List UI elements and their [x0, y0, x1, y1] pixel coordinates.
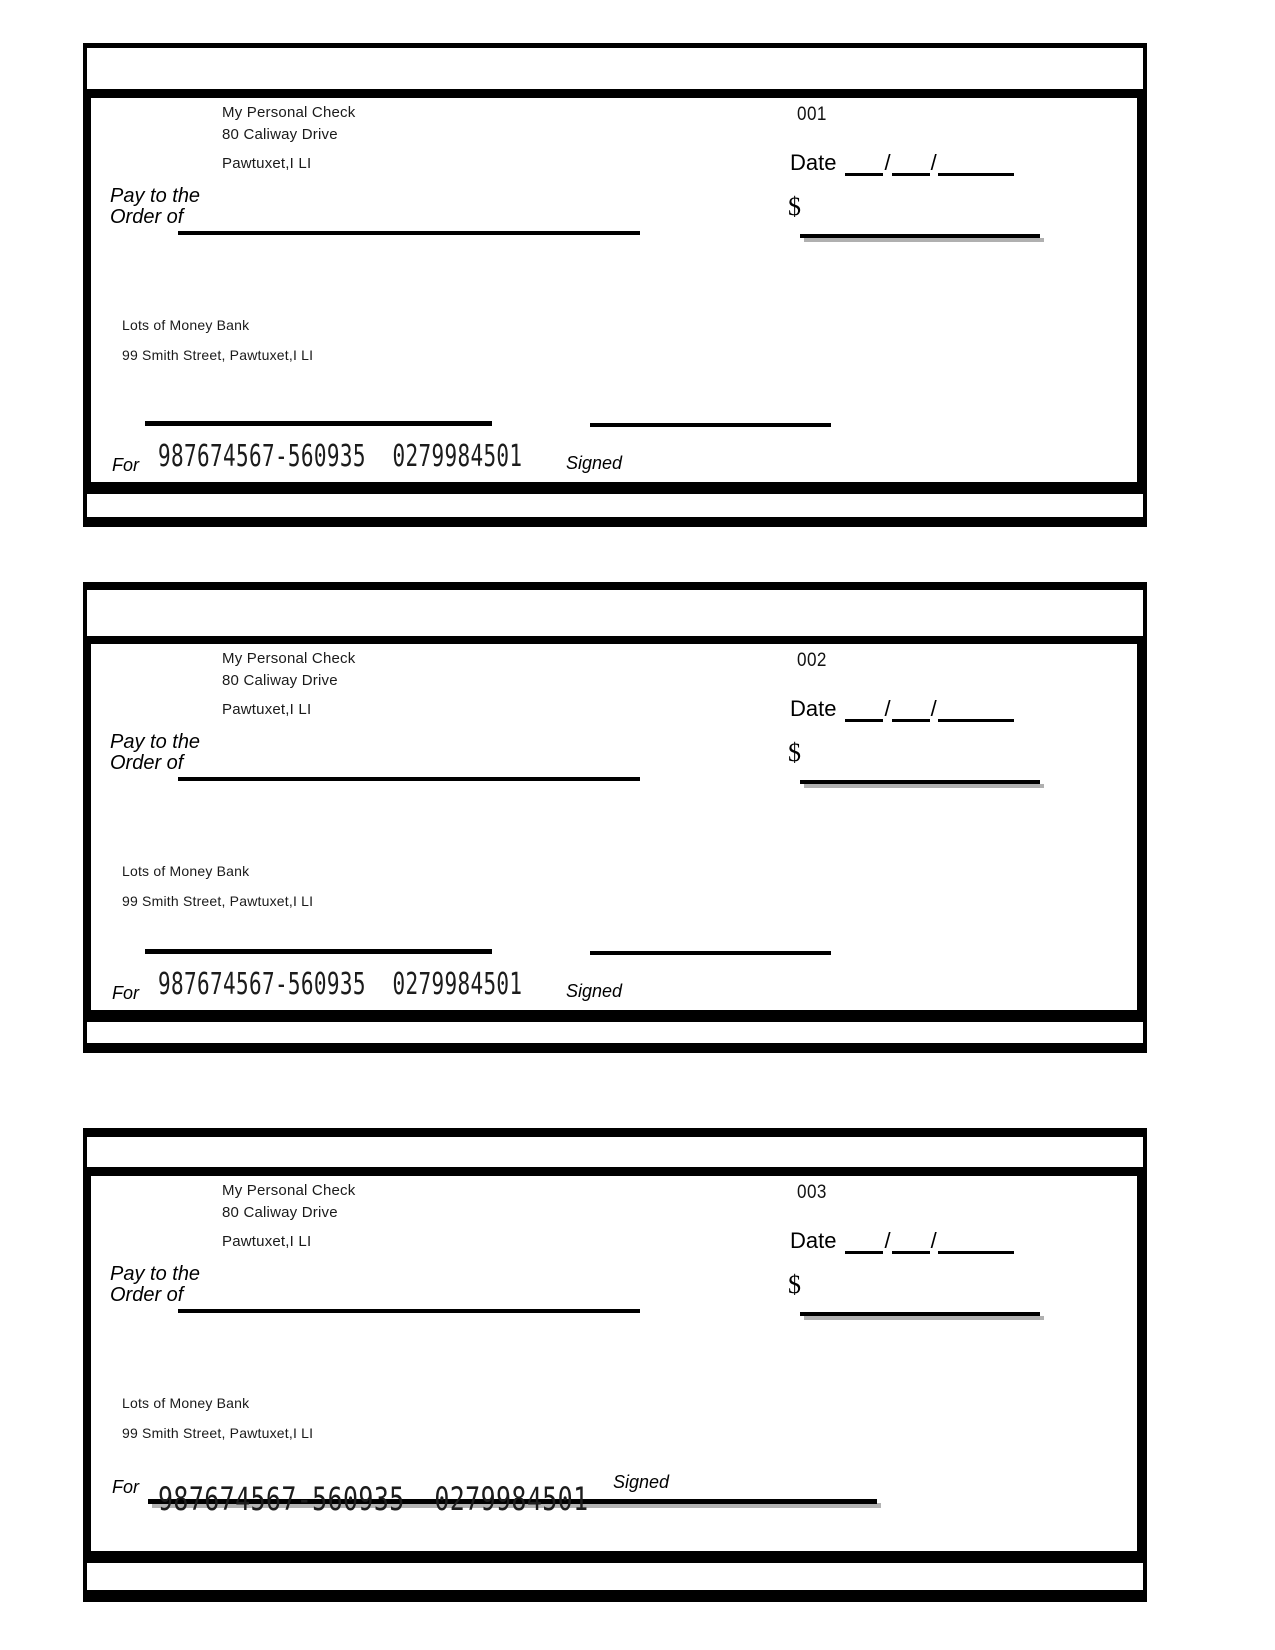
- date-blank-day: [892, 697, 930, 722]
- date-separator: /: [884, 150, 891, 175]
- pay-to-line-2: Order of: [110, 1284, 184, 1306]
- dollar-sign: $: [788, 1270, 801, 1299]
- pay-to-line-1: Pay to the: [110, 731, 201, 753]
- payer-address: 80 Caliway Drive: [222, 672, 338, 689]
- date-separator: /: [930, 150, 937, 175]
- signed-label: Signed: [566, 981, 623, 1001]
- date-separator: /: [884, 696, 891, 721]
- date-label: Date: [790, 1228, 837, 1253]
- payer-city: Pawtuxet,I LI: [222, 701, 312, 718]
- amount-line: [800, 1312, 1040, 1316]
- pay-to-line-2: Order of: [110, 752, 184, 774]
- payer-city: Pawtuxet,I LI: [222, 1233, 312, 1250]
- payer-name: My Personal Check: [222, 1182, 356, 1199]
- memo-for-label: For: [112, 983, 139, 1003]
- bank-address: 99 Smith Street, Pawtuxet,I LI: [122, 347, 314, 363]
- memo-line: [145, 949, 492, 954]
- payer-address: 80 Caliway Drive: [222, 1204, 338, 1221]
- pay-to-label: [110, 1264, 200, 1306]
- bank-name: Lots of Money Bank: [122, 317, 250, 333]
- payer-name: My Personal Check: [222, 104, 356, 121]
- date-label: Date: [790, 696, 837, 721]
- check-body-2: [87, 636, 1143, 1022]
- bank-name: Lots of Money Bank: [122, 1395, 250, 1411]
- payer-name: My Personal Check: [222, 650, 356, 667]
- micr-line: [158, 1480, 589, 1518]
- signed-label: Signed: [613, 1472, 670, 1492]
- pay-to-line-1: Pay to the: [110, 185, 201, 207]
- check-block-2: [83, 582, 1147, 1053]
- micr-check-code: 0279984501: [392, 439, 523, 474]
- payee-line: [178, 231, 640, 235]
- check-number: 001: [797, 104, 827, 125]
- date-blank-year: [938, 697, 1014, 722]
- micr-line: [158, 969, 522, 1000]
- check-number: 003: [797, 1182, 827, 1203]
- date-blank-day: [892, 1229, 930, 1254]
- check-body-1: [87, 89, 1143, 494]
- memo-for-label: For: [112, 455, 139, 475]
- bank-name: Lots of Money Bank: [122, 863, 250, 879]
- bank-address: 99 Smith Street, Pawtuxet,I LI: [122, 893, 314, 909]
- date-separator: /: [930, 696, 937, 721]
- check-block-3: [83, 1128, 1147, 1602]
- micr-check-code: 0279984501: [434, 1480, 589, 1518]
- signature-line: [590, 951, 831, 955]
- date-row: [790, 1228, 1014, 1255]
- payee-line: [178, 1309, 640, 1313]
- check-block-1: [83, 43, 1147, 527]
- date-blank-month: [845, 151, 883, 176]
- date-separator: /: [884, 1228, 891, 1253]
- dollar-sign: $: [788, 738, 801, 767]
- micr-check-code: 0279984501: [392, 967, 523, 1002]
- signature-line: [590, 423, 831, 427]
- pay-to-label: [110, 186, 200, 228]
- pay-to-line-1: Pay to the: [110, 1263, 201, 1285]
- date-blank-month: [845, 1229, 883, 1254]
- bank-address: 99 Smith Street, Pawtuxet,I LI: [122, 1425, 314, 1441]
- date-row: [790, 150, 1014, 177]
- pay-to-label: [110, 732, 200, 774]
- payee-line: [178, 777, 640, 781]
- date-label: Date: [790, 150, 837, 175]
- check-body-3: [87, 1167, 1143, 1563]
- micr-routing-account-number: 987674567-560935: [158, 967, 366, 1002]
- date-blank-month: [845, 697, 883, 722]
- check-number: 002: [797, 650, 827, 671]
- micr-routing-account-number: 987674567-560935: [158, 439, 366, 474]
- dollar-sign: $: [788, 192, 801, 221]
- memo-for-label: For: [112, 1477, 139, 1497]
- date-row: [790, 696, 1014, 723]
- date-blank-day: [892, 151, 930, 176]
- micr-line: [158, 441, 522, 472]
- date-separator: /: [930, 1228, 937, 1253]
- date-blank-year: [938, 1229, 1014, 1254]
- payer-city: Pawtuxet,I LI: [222, 155, 312, 172]
- amount-line: [800, 234, 1040, 238]
- pay-to-line-2: Order of: [110, 206, 184, 228]
- payer-address: 80 Caliway Drive: [222, 126, 338, 143]
- micr-routing-account-number: 987674567-560935: [158, 1480, 405, 1518]
- amount-line: [800, 780, 1040, 784]
- memo-line: [145, 421, 492, 426]
- date-blank-year: [938, 151, 1014, 176]
- signed-label: Signed: [566, 453, 623, 473]
